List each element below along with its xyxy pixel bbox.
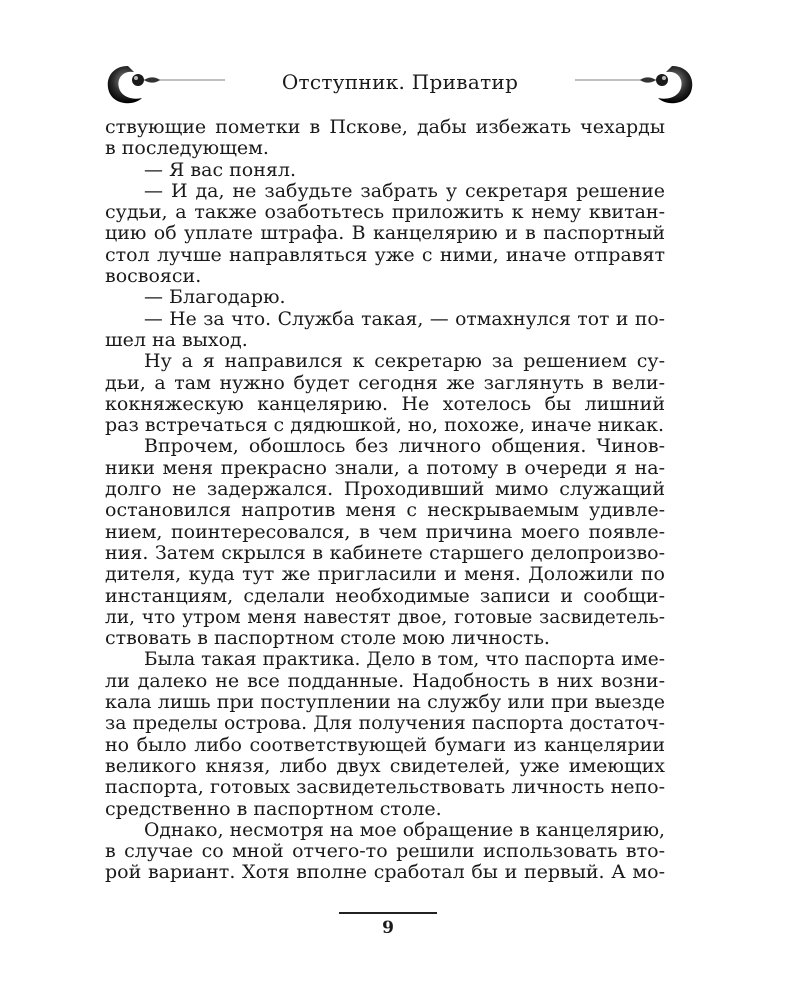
text-line: инстанциям, сделали необходимые записи и сообщи- <box>105 584 665 607</box>
text-line: Была такая практика. Дело в том, что паспорта име- <box>144 649 665 671</box>
text-line: дьи, а там нужно будет сегодня же заглянуть в вели- <box>105 371 665 394</box>
text-line: Впрочем, обошлось без личного общения. Чинов- <box>144 435 665 458</box>
text-line: долго не задержался. Проходивший мимо служащий <box>105 478 665 501</box>
text-line: в последующем. <box>105 137 269 160</box>
text-line: ли далеко не все подданные. Надобность в них возни- <box>105 669 665 692</box>
text-line: — Я вас понял. <box>144 158 296 181</box>
text-line: ли, что утром меня навестят двое, готовые засвидетель- <box>105 606 665 628</box>
text-line: — Не за что. Служба такая, — отмахнулся тот и по- <box>144 308 665 330</box>
text-line: ствующие пометки в Пскове, дабы избежать чехарды <box>105 116 665 138</box>
text-line: шел на выход. <box>105 328 248 351</box>
text-line: Ну а я направился к секретарю за решением су- <box>144 350 665 373</box>
text-line: в случае со мной отчего-то решили использовать вто- <box>105 840 665 863</box>
text-line: ния. Затем скрылся в кабинете старшего делопроизво- <box>105 541 665 564</box>
text-line: средственно в паспортном столе. <box>105 797 442 820</box>
text-line: за пределы острова. Для получения паспорта достаточ- <box>105 713 665 735</box>
running-header <box>100 60 700 110</box>
text-line: стол лучше направляться уже с ними, иначе отправят <box>105 243 665 266</box>
text-line: — Благодарю. <box>144 286 286 309</box>
text-line: рой вариант. Хотя вполне сработал бы и первый. А мо- <box>105 861 665 884</box>
body-text <box>105 117 665 884</box>
text-line: ствовать в паспортном столе мою личность. <box>105 627 550 650</box>
text-line: восвояси. <box>105 265 202 288</box>
text-line: паспорта, готовых засвидетельствовать личность непо- <box>105 776 665 799</box>
running-header-title: Отступник. Приватир <box>281 70 519 94</box>
swirl-ornament-right-icon <box>510 60 700 110</box>
text-line: — И да, не забудьте забрать у секретаря решение <box>144 179 665 202</box>
text-line: но было либо соответствующей бумаги из канцелярии <box>105 733 665 756</box>
text-line: дителя, куда тут же пригласили и меня. Доложили по <box>105 563 665 586</box>
text-line: великого князя, либо двух свидетелей, уже имеющих <box>105 754 665 777</box>
text-line: раз встречаться с дядюшкой, но, похоже, иначе никак. <box>105 414 665 437</box>
text-line: нием, поинтересовался, в чем причина моего появле- <box>105 520 665 543</box>
text-line: судьи, а также озаботьтесь приложить к нему квитан- <box>105 201 665 224</box>
page-number: 9 <box>382 918 394 938</box>
text-line: ники меня прекрасно знали, а потому в очереди я на- <box>105 456 665 479</box>
text-line: Однако, несмотря на мое обращение в канцелярию, <box>144 819 665 841</box>
text-line: кала лишь при поступлении на службу или при выезде <box>105 691 665 714</box>
folio-rule <box>339 912 437 914</box>
text-line: остановился напротив меня с нескрываемым удивле- <box>105 499 665 522</box>
text-line: кокняжескую канцелярию. Не хотелось бы лишний <box>105 392 665 415</box>
text-line: цию об уплате штрафа. В канцелярию и в паспортный <box>105 222 665 245</box>
